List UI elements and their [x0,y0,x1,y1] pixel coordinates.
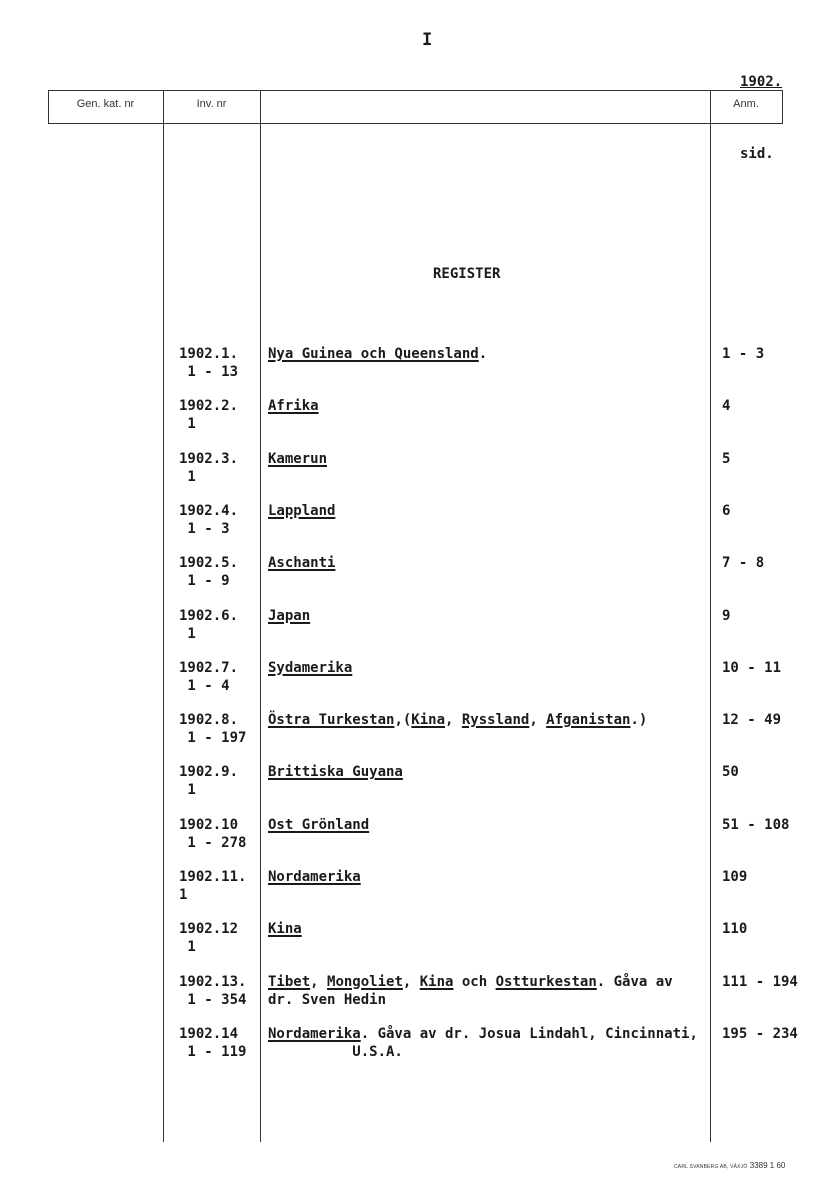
inv-number [179,450,238,486]
inv-number [179,607,238,643]
entry-description [268,868,361,886]
header-inv-nr: Inv. nr [196,98,227,110]
page-reference: 6 [722,502,731,519]
sid-label: sid. [740,146,774,162]
inv-number [179,554,238,590]
place-name: Lappland [268,502,336,519]
inv-number [179,502,238,538]
page-reference: 10 - 11 [722,659,782,676]
description-text: , [402,973,420,990]
printer-mark [674,1161,785,1170]
entry-description [268,345,487,363]
table-row [0,554,815,606]
place-name: Östra Turkestan [268,712,395,729]
inv-number-line2: 1 [179,782,196,799]
inv-number-line1: 1902.10 [179,816,239,833]
inv-number [179,920,238,956]
page-reference: 1 - 3 [722,346,765,362]
inv-number [179,397,238,433]
table-row [0,816,815,868]
inv-number-line1: 1902.14 [179,1025,239,1042]
place-name: Sydamerika [268,659,353,676]
entry-description [268,763,403,781]
inv-number-line2: 1 - 119 [179,1043,247,1060]
page-reference: 51 - 108 [722,816,790,833]
page-reference: 110 [722,921,748,938]
entry-description [268,711,647,729]
entry-description [268,659,352,677]
place-name: Kamerun [268,450,328,467]
place-name: Kina [268,921,302,938]
inv-number-line2: 1 - 278 [179,834,247,851]
table-row [0,973,815,1025]
inv-number-line1: 1902.13. [179,973,247,990]
page-reference: 5 [722,450,731,467]
description-text: . [478,346,488,362]
entry-description [268,554,335,572]
inv-number-line1: 1902.4. [179,502,239,519]
place-name: Mongoliet [327,973,403,990]
place-name: Brittiska Guyana [268,764,403,781]
inv-number-line1: 1902.7. [179,659,239,676]
inv-number-line2: 1 [179,468,196,485]
entry-description [268,1025,698,1061]
inv-number-line1: 1902.2. [179,398,239,415]
place-name: Kina [419,973,454,990]
place-name: Ostturkestan [495,973,597,990]
entry-description [268,816,369,834]
description-text: . Gåva av dr. Sven Hedin [268,973,673,1008]
table-row [0,711,815,763]
description-text: , [529,712,547,729]
inv-number-line2: 1 [179,625,196,642]
place-name: Kina [411,712,446,729]
place-name: Afrika [268,398,319,415]
place-name: Aschanti [268,555,336,572]
inv-number-line2: 1 [179,939,196,956]
description-text: , [310,973,328,990]
table-row [0,659,815,711]
printer-name: CARL SVANBERG AB, VÄXJÖ [674,1164,748,1170]
inv-number [179,1025,246,1061]
inv-number [179,345,238,381]
inv-number-line2: 1 [179,416,196,433]
place-name: Nordamerika [268,1025,361,1042]
page-reference: 109 [722,869,748,885]
page-reference: 50 [722,764,739,781]
inv-number [179,763,238,799]
inv-number-line2: 1 - 197 [179,730,247,747]
description-text: och [453,973,496,990]
place-name: Afganistan [546,712,631,729]
inv-number-line2: 1 - 3 [179,520,230,537]
description-text: , [445,712,462,729]
inv-number [179,659,238,695]
table-row [0,345,815,397]
entry-description [268,502,335,520]
inv-number-line1: 1902.6. [179,607,239,624]
inv-number-line1: 1902.3. [179,450,239,467]
page-reference: 195 - 234 [722,1025,798,1042]
inv-number-line1: 1902.9. [179,764,239,781]
printer-code: 3389 1 60 [749,1161,786,1170]
inv-number-line2: 1 - 4 [179,677,230,694]
place-name: Ost Grönland [268,816,370,833]
header-anm: Anm. [733,98,759,110]
table-row [0,607,815,659]
page-reference: 12 - 49 [722,712,782,729]
inv-number-line1: 1902.11. [179,869,247,885]
top-rule [48,90,783,91]
inv-number-line1: 1902.8. [179,712,239,729]
header-rule [48,123,783,124]
right-border [782,90,783,124]
entry-description [268,397,319,415]
table-row [0,763,815,815]
description-text: ,( [394,712,412,729]
table-row [0,868,815,920]
page-reference: 7 - 8 [722,555,765,572]
inv-number [179,711,246,747]
page-reference: 4 [722,398,731,415]
inv-number-line2: 1 - 9 [179,573,230,590]
table-row [0,502,815,554]
entry-description [268,973,673,1009]
inv-number [179,868,246,904]
place-name: Japan [268,607,311,624]
place-name: Nya Guinea och Queensland [268,346,479,362]
page-reference: 9 [722,607,731,624]
place-name: Tibet [268,973,311,990]
register-title: REGISTER [433,266,501,282]
description-text: . Gåva av dr. Josua Lindahl, Cincinnati, U.S.A. [352,1025,698,1060]
entry-description [268,450,327,468]
inv-number [179,973,246,1009]
entry-description [268,607,310,625]
description-text: .) [630,712,648,729]
entry-description [268,920,302,938]
page-reference: 111 - 194 [722,973,798,990]
inv-number-line2: 1 [179,887,188,903]
place-name: Ryssland [461,712,530,729]
inv-number-line1: 1902.5. [179,555,239,572]
inv-number-line1: 1902.12 [179,921,239,938]
table-row [0,450,815,502]
page-number: I [422,30,433,50]
inv-number-line2: 1 - 13 [179,364,239,380]
header-gen-kat-nr: Gen. kat. nr [76,98,135,110]
table-row [0,1025,815,1077]
table-row [0,397,815,449]
inv-number-line2: 1 - 354 [179,991,247,1008]
table-row [0,920,815,972]
inv-number-line1: 1902.1. [179,346,239,362]
inv-number [179,816,246,852]
year-label: 1902. [740,74,783,90]
place-name: Nordamerika [268,869,361,885]
